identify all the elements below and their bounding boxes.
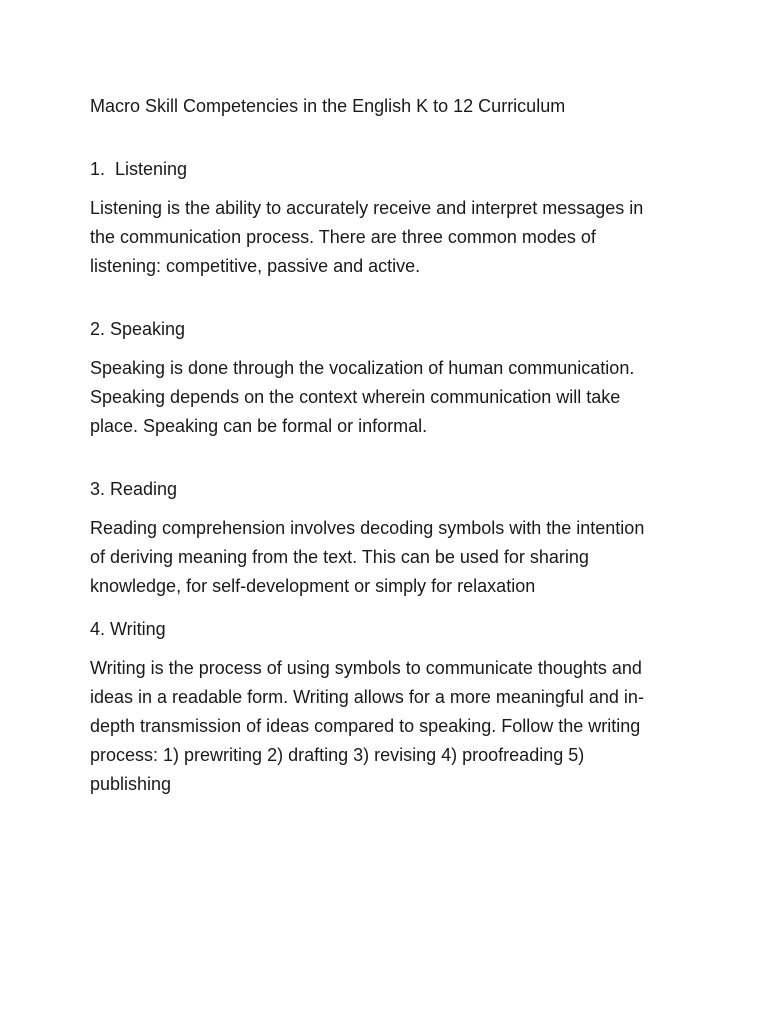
section-listening — [90, 155, 690, 281]
section-writing — [90, 615, 690, 799]
section-heading-writing: 4. Writing — [90, 619, 166, 639]
section-body-reading: Reading comprehension involves decoding symbols with the intention of deriving meaning from the text. This can be used for sharing knowledge, for self-development or simply for relaxation — [90, 518, 645, 596]
section-heading-speaking: 2. Speaking — [90, 319, 186, 339]
section-speaking — [90, 315, 690, 441]
document-title: Macro Skill Competencies in the English K to 12 Curriculum — [90, 96, 566, 116]
section-heading-listening: 1. Listening — [90, 159, 188, 179]
section-body-listening: Listening is the ability to accurately receive and interpret messages in the communication process. There are three common modes of listening: competitive, passive and active. — [90, 198, 644, 276]
document-page — [90, 92, 690, 799]
section-reading — [90, 475, 690, 601]
section-body-speaking: Speaking is done through the vocalization of human communication. Speaking depends on the context wherein communication will take place. Speaking can be formal or informal. — [90, 358, 635, 436]
section-body-writing: Writing is the process of using symbols to communicate thoughts and ideas in a readable form. Writing allows for a more meaningful and in- depth transmission of ideas compared to speaking. Follow the writing process: 1) prewriting 2) drafting 3) revising 4) proofreading 5) publishing — [90, 658, 644, 794]
section-heading-reading: 3. Reading — [90, 479, 178, 499]
